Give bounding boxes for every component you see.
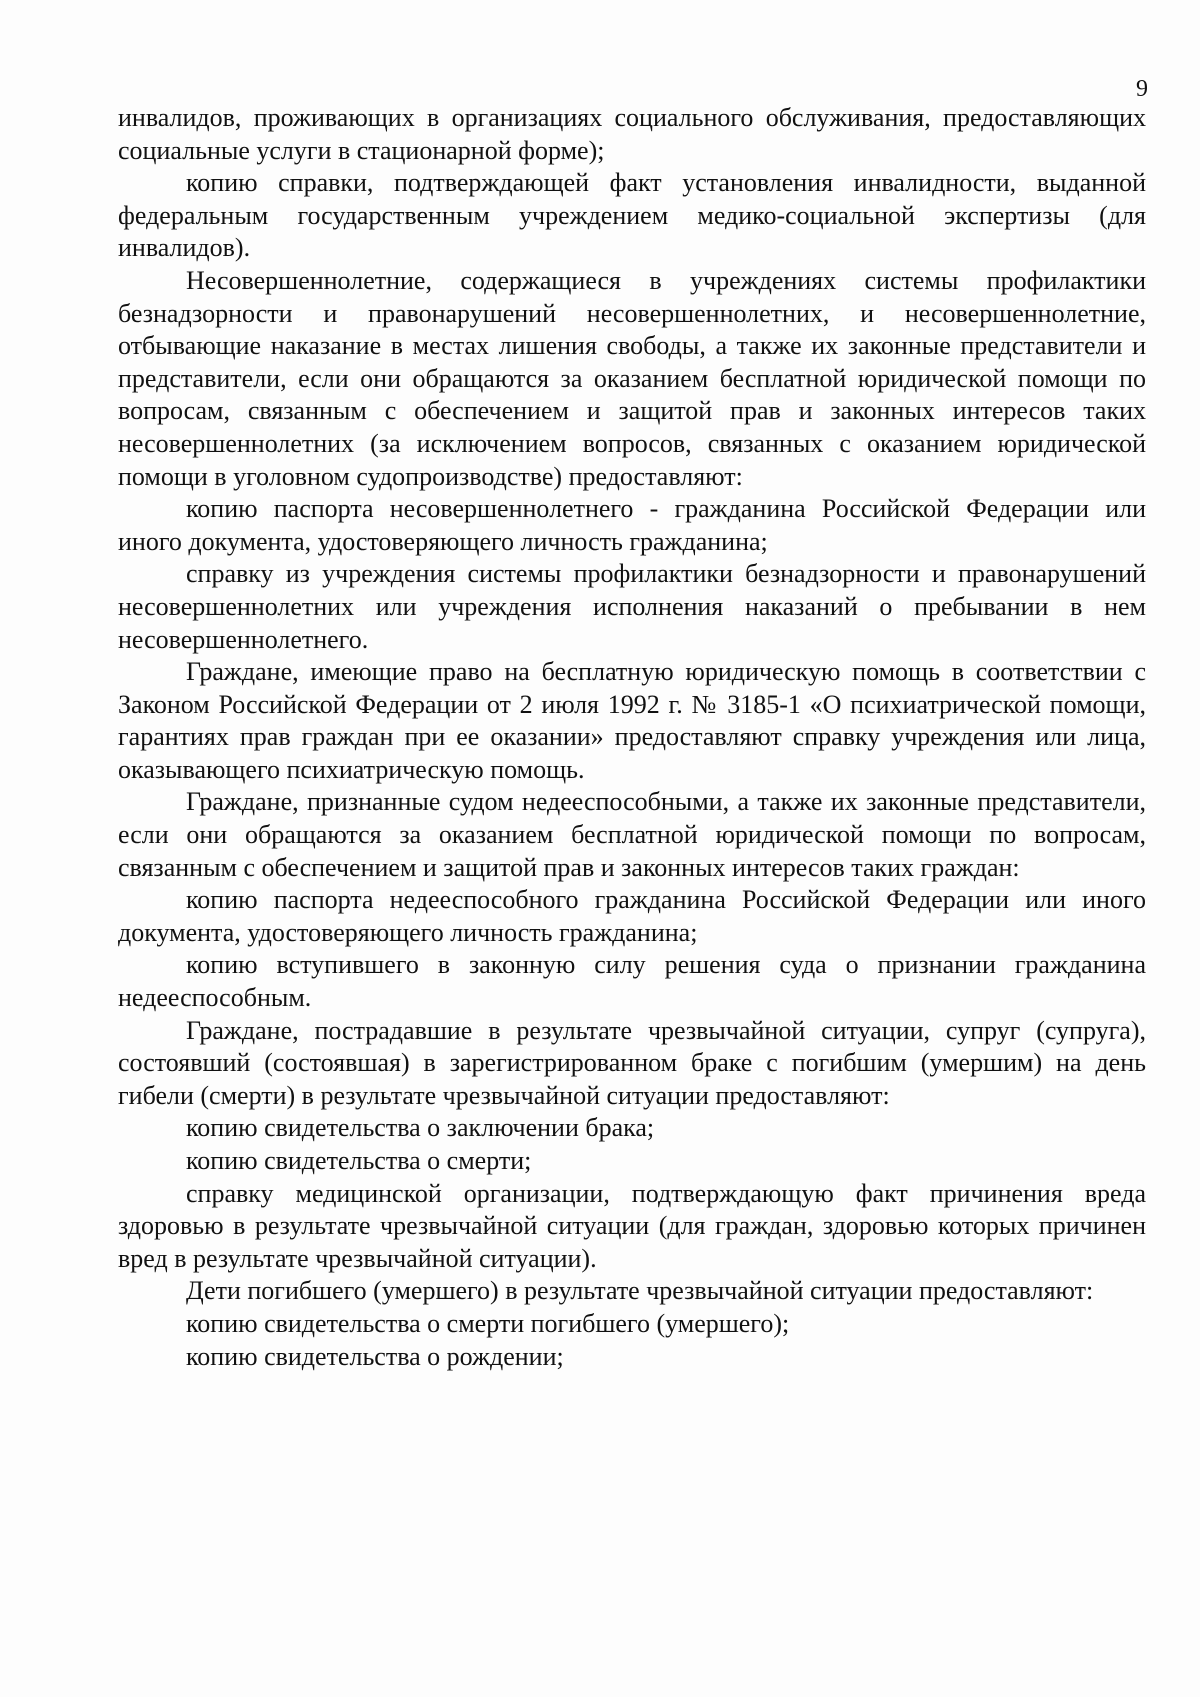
paragraph: Граждане, признанные судом недееспособными, а также их законные представители, если они обращаются за оказанием бесплатной юридической помощи по вопросам, связанным с обеспечением и защитой прав и законных интересов таких граждан: [118,787,1146,882]
paragraph: копию свидетельства о заключении брака; [186,1113,655,1143]
paragraph: копию свидетельства о смерти погибшего (умершего); [186,1308,790,1338]
page-number: 9 [1136,76,1148,102]
paragraph: Граждане, пострадавшие в результате чрезвычайной ситуации, супруг (супруга), состоявший (состоявшая) в зарегистрированном браке с погибшим (умершим) на день гибели (смерти) в результате чрезвычайной ситуации предоставляют: [118,1015,1146,1110]
paragraph: справку медицинской организации, подтверждающую факт причинения вреда здоровью в результате чрезвычайной ситуации (для граждан, здоровью которых причинен вред в результате чрезвычайной ситуации). [118,1178,1146,1273]
paragraph: копию паспорта несовершеннолетнего - гражданина Российской Федерации или иного документа, удостоверяющего личность гражданина; [118,494,1146,556]
paragraph: инвалидов, проживающих в организациях социального обслуживания, предоставляющих социальные услуги в стационарной форме); [118,103,1146,165]
paragraph: Граждане, имеющие право на бесплатную юридическую помощь в соответствии с Законом Российской Федерации от 2 июля 1992 г. № 3185-1 «О психиатрической помощи, гарантиях прав граждан при ее оказании» предоставляют справку учреждения или лица, оказывающего психиатрическую помощь. [118,657,1146,784]
paragraph: Несовершеннолетние, содержащиеся в учреждениях системы профилактики безнадзорности и правонарушений несовершеннолетних, и несовершеннолетние, отбывающие наказание в местах лишения свободы, а также их законные представители и представители, если они обращаются за оказанием бесплатной юридической помощи по вопросам, связанным с обеспечением и защитой прав и законных интересов таких несовершеннолетних (за исключением вопросов, связанных с оказанием юридической помощи в уголовном судопроизводстве) предоставляют: [118,265,1146,491]
paragraph: копию паспорта недееспособного гражданина Российской Федерации или иного документа, удостоверяющего личность гражданина; [118,885,1146,947]
document-body [118,102,1146,1373]
paragraph: копию справки, подтверждающей факт установления инвалидности, выданной федеральным государственным учреждением медико-социальной экспертизы (для инвалидов). [118,168,1146,263]
paragraph: Дети погибшего (умершего) в результате чрезвычайной ситуации предоставляют: [186,1276,1094,1306]
paragraph: копию свидетельства о рождении; [186,1341,564,1371]
paragraph: справку из учреждения системы профилактики безнадзорности и правонарушений несовершеннолетних или учреждения исполнения наказаний о пребывании в нем несовершеннолетнего. [118,559,1146,654]
paragraph: копию вступившего в законную силу решения суда о признании гражданина недееспособным. [118,950,1146,1013]
paragraph: копию свидетельства о смерти; [186,1146,532,1175]
